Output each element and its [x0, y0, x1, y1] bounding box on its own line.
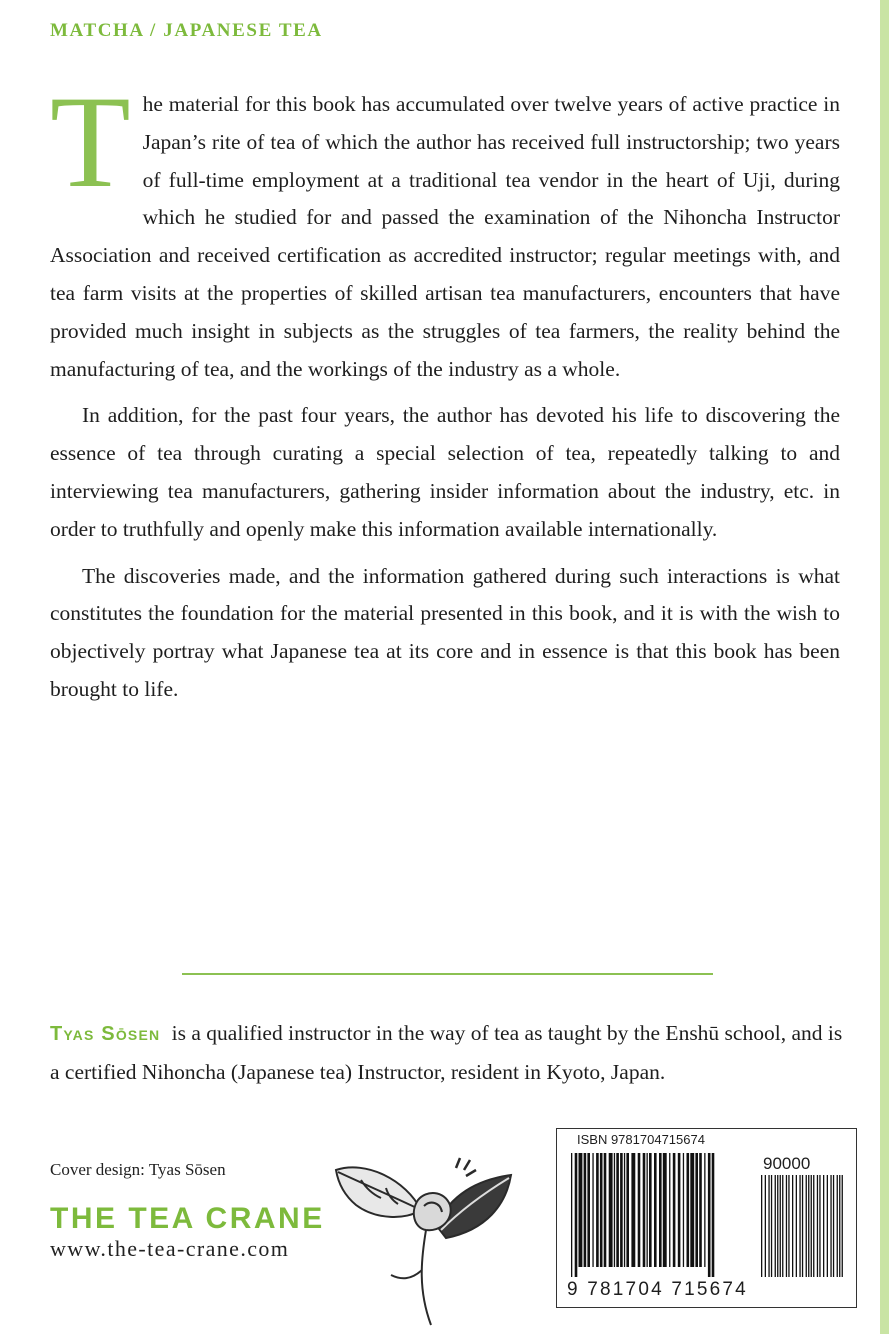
barcode-bar [799, 1175, 800, 1277]
barcode-bar [631, 1153, 635, 1267]
barcode-bar [704, 1153, 705, 1267]
barcode-bar [643, 1153, 646, 1267]
barcode-bar [596, 1153, 599, 1267]
barcode-bar [771, 1175, 772, 1277]
barcode-bar [638, 1153, 641, 1267]
paragraph-2: In addition, for the past four years, the author has devoted his life to discovering the essence of tea through curating a special selection of tea, repeatedly talking to and interviewing tea manufacturers, gathering insider information about the industry, etc. in order to truthfully and openly make this information available internationally. [50, 403, 840, 541]
barcode-bar [788, 1175, 789, 1277]
barcode-bar [839, 1175, 840, 1277]
barcode-bar [579, 1153, 583, 1267]
section-divider [182, 973, 713, 975]
barcode-bar [690, 1153, 694, 1267]
tea-crane-leaf-logo-icon [326, 1150, 526, 1330]
barcode-bar [708, 1153, 711, 1277]
barcode-bar [830, 1175, 831, 1277]
barcode-bar [811, 1175, 812, 1277]
barcode-bar [620, 1153, 623, 1267]
barcode-bar [796, 1175, 797, 1277]
barcode-bar [765, 1175, 766, 1277]
paragraph-1 [50, 68, 840, 388]
barcode-bar [761, 1175, 762, 1277]
category-label: MATCHA / JAPANESE TEA [50, 20, 323, 41]
barcode-bar [695, 1153, 698, 1267]
drop-cap: T [50, 68, 131, 215]
barcode-bar [819, 1175, 820, 1277]
barcode-bar [592, 1153, 593, 1267]
barcode-bar [833, 1175, 834, 1277]
addon-bars [761, 1175, 845, 1277]
barcode-bar [813, 1175, 814, 1277]
barcode-bar [842, 1175, 843, 1277]
author-bio [50, 1014, 850, 1091]
barcode-bar [616, 1153, 619, 1267]
ean-bars [571, 1153, 753, 1277]
barcode-bar [806, 1175, 807, 1277]
publisher-name: THE TEA CRANE [50, 1202, 325, 1235]
barcode-bar [654, 1153, 657, 1267]
barcode-bar [780, 1175, 781, 1277]
author-name: Tyas Sōsen [50, 1023, 161, 1045]
price-code: 90000 [763, 1154, 811, 1173]
barcode-bar [768, 1175, 769, 1277]
barcode-bar [600, 1153, 603, 1267]
isbn-barcode [556, 1128, 857, 1308]
barcode-bar [775, 1175, 776, 1277]
barcode-bar [626, 1153, 629, 1267]
barcode-bar [587, 1153, 590, 1267]
barcode-bar [624, 1153, 625, 1267]
paragraph-1-text: he material for this book has accumulated over twelve years of active practice in Japan’s rite of tea of which the author has received full instructorship; two years of full-time employment at a traditional tea vendor in the heart of Uji, during which he studied for and passed the examination of the Nihoncha Instructor Association and received certification as accredited instructor; regular meetings with, and tea farm visits at the properties of skilled artisan tea manufacturers, encounters that have provided much insight in subjects as the struggles of tea farmers, the reality behind the manufacturing of tea, and the workings of the industry as a whole. [50, 92, 840, 381]
barcode-bar [614, 1153, 615, 1267]
barcode-bar [802, 1175, 803, 1277]
publisher-url: www.the-tea-crane.com [50, 1236, 290, 1261]
barcode-bar [659, 1153, 662, 1267]
barcode-bar [808, 1175, 809, 1277]
barcode-bar [817, 1175, 818, 1277]
barcode-bar [827, 1175, 828, 1277]
barcode-bar [712, 1153, 715, 1277]
isbn-label: ISBN 9781704715674 [577, 1132, 705, 1147]
barcode-bar [663, 1153, 667, 1267]
barcode-bar [669, 1153, 670, 1267]
author-bio-text: is a qualified instructor in the way of tea as taught by the Enshū school, and is a certified Nihoncha (Japanese tea) Instructor, resident in Kyoto, Japan. [50, 1021, 843, 1084]
cover-design-credit: Cover design: Tyas Sōsen [50, 1160, 226, 1179]
barcode-bar [647, 1153, 648, 1267]
barcode-bar [575, 1153, 578, 1277]
ean-digits: 9 781704 715674 [567, 1279, 748, 1300]
barcode-bar [777, 1175, 778, 1277]
barcode-bar [584, 1153, 587, 1267]
barcode-bar [571, 1153, 572, 1277]
barcode-bar [673, 1153, 676, 1267]
barcode-bar [683, 1153, 684, 1267]
barcode-bar [604, 1153, 607, 1267]
barcode-bar [823, 1175, 824, 1277]
barcode-bar [609, 1153, 613, 1267]
paragraph-3: The discoveries made, and the information gathered during such interactions is what constitutes the foundation for the material presented in this book, and it is with the wish to objectively portray what Japanese tea at its core and in essence is that this book has been brought to life. [50, 563, 840, 701]
right-edge-strip [880, 0, 889, 1334]
book-description [50, 68, 840, 718]
barcode-bar [678, 1153, 681, 1267]
barcode-bar [649, 1153, 652, 1267]
barcode-bar [687, 1153, 690, 1267]
barcode-bar [792, 1175, 793, 1277]
barcode-bar [699, 1153, 702, 1267]
barcode-bar [786, 1175, 787, 1277]
barcode-bar [782, 1175, 783, 1277]
barcode-bar [837, 1175, 838, 1277]
